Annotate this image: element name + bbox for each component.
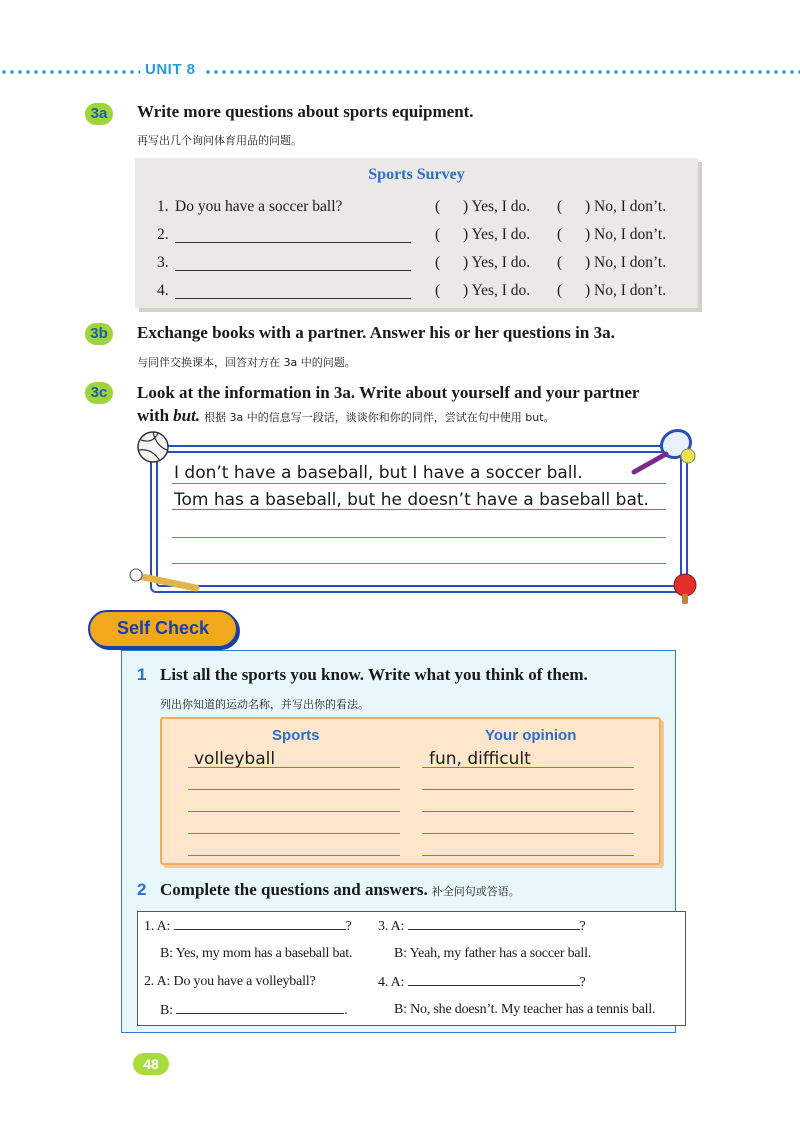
opinion-example: fun, difficult — [429, 749, 531, 769]
yes-option-label: ) Yes, I do. — [463, 198, 531, 215]
badge-3c: 3c — [85, 382, 113, 404]
question-3-label: 3. A: — [378, 919, 405, 934]
instruction-3c-cn: 根据 3a 中的信息写一段话，谈谈你和你的同伴，尝试在句中使用 but。 — [204, 411, 555, 424]
instruction-3c-line1: Look at the information in 3a. Write about yourself and your partner — [137, 383, 640, 402]
opinion-line[interactable] — [422, 833, 634, 834]
qa-box — [137, 911, 686, 1026]
instruction-3c-line2 — [137, 406, 555, 426]
sports-opinion-box — [160, 717, 661, 865]
column-header-sports: Sports — [272, 727, 320, 744]
sports-line[interactable] — [188, 855, 400, 856]
yes-option-label: ) Yes, I do. — [463, 282, 531, 299]
no-checkbox[interactable]: ( — [557, 198, 563, 215]
writing-line[interactable] — [172, 483, 666, 484]
writing-line[interactable] — [172, 537, 666, 538]
no-option-label: ) No, I don’t. — [585, 198, 667, 215]
writing-line[interactable] — [172, 509, 666, 510]
item-number: 2 — [137, 880, 147, 899]
instruction-3a-cn: 再写出几个询问体育用品的问题。 — [137, 134, 302, 147]
yes-option-label: ) Yes, I do. — [463, 226, 531, 243]
no-checkbox[interactable]: ( — [557, 282, 563, 299]
question-blank[interactable] — [175, 242, 411, 243]
sports-line[interactable] — [188, 789, 400, 790]
answer-4: B: No, she doesn’t. My teacher has a tennis ball. — [394, 1002, 656, 1017]
answer-blank[interactable] — [176, 1002, 344, 1014]
instruction-3b: Exchange books with a partner. Answer his or her questions in 3a. — [137, 323, 615, 342]
sports-line[interactable] — [188, 767, 400, 768]
yes-checkbox[interactable]: ( — [435, 226, 441, 243]
question-mark: ? — [579, 919, 586, 934]
opinion-line[interactable] — [422, 789, 634, 790]
question-blank[interactable] — [175, 298, 411, 299]
sports-survey-box — [135, 158, 698, 308]
no-checkbox[interactable]: ( — [557, 254, 563, 271]
opinion-line[interactable] — [422, 855, 634, 856]
instruction-3a: Write more questions about sports equipment. — [137, 102, 474, 121]
question-2: 2. A: Do you have a volleyball? — [144, 974, 316, 989]
self-check-instruction-1: List all the sports you know. Write what you think of them. — [160, 665, 588, 684]
period-mark: . — [344, 1003, 348, 1018]
page-number: 48 — [133, 1053, 169, 1075]
sports-line[interactable] — [188, 833, 400, 834]
self-check-instruction-2-en: Complete the questions and answers. — [160, 880, 428, 899]
row-number: 2. — [157, 226, 169, 243]
row-number: 4. — [157, 282, 169, 299]
question-mark: ? — [579, 975, 586, 990]
answer-blank[interactable] — [174, 918, 346, 930]
question-mark: ? — [345, 919, 352, 934]
ping-pong-paddle-icon — [670, 572, 700, 606]
question-1-label: 1. A: — [144, 919, 171, 934]
tennis-racket-icon — [626, 426, 702, 478]
self-check-instruction-2 — [160, 880, 520, 900]
self-check-instruction-1-cn: 列出你知道的运动名称，并写出你的看法。 — [160, 698, 369, 711]
answer-blank[interactable] — [408, 974, 580, 986]
self-check-instruction-2-cn: 补全问句或答语。 — [431, 885, 520, 898]
yes-option-label: ) Yes, I do. — [463, 254, 531, 271]
item-number: 1 — [137, 665, 147, 684]
opinion-line[interactable] — [422, 767, 634, 768]
row-number: 3. — [157, 254, 169, 271]
survey-title: Sports Survey — [368, 166, 465, 183]
unit-label: UNIT 8 — [145, 61, 196, 78]
yes-checkbox[interactable]: ( — [435, 198, 441, 215]
answer-2 — [160, 1002, 347, 1019]
opinion-line[interactable] — [422, 811, 634, 812]
answer-blank[interactable] — [408, 918, 580, 930]
baseball-bat-icon — [128, 566, 202, 594]
self-check-title: Self Check — [116, 618, 210, 638]
no-checkbox[interactable]: ( — [557, 226, 563, 243]
yes-checkbox[interactable]: ( — [435, 282, 441, 299]
self-check-badge — [88, 610, 238, 648]
volleyball-icon — [136, 430, 170, 464]
question-1 — [144, 918, 352, 935]
instruction-3c-with: with — [137, 406, 170, 425]
question-4 — [378, 974, 586, 991]
survey-question: Do you have a soccer ball? — [175, 198, 343, 215]
writing-box — [150, 445, 688, 593]
question-4-label: 4. A: — [378, 975, 405, 990]
header-dotted-rule-left — [0, 70, 140, 74]
row-number: 1. — [157, 198, 169, 215]
sample-sentence: I don’t have a baseball, but I have a soccer ball. — [174, 463, 583, 483]
no-option-label: ) No, I don’t. — [585, 226, 667, 243]
no-option-label: ) No, I don’t. — [585, 282, 667, 299]
sports-line[interactable] — [188, 811, 400, 812]
answer-1: B: Yes, my mom has a baseball bat. — [160, 946, 353, 961]
writing-line[interactable] — [172, 563, 666, 564]
badge-3b: 3b — [85, 323, 113, 345]
yes-checkbox[interactable]: ( — [435, 254, 441, 271]
column-header-opinion: Your opinion — [485, 727, 577, 744]
question-blank[interactable] — [175, 270, 411, 271]
writing-box-inner — [156, 451, 682, 587]
header-dotted-rule-right — [204, 70, 800, 74]
answer-3: B: Yeah, my father has a soccer ball. — [394, 946, 592, 961]
badge-3a: 3a — [85, 103, 113, 125]
no-option-label: ) No, I don’t. — [585, 254, 667, 271]
instruction-3c-but: but. — [173, 406, 201, 425]
sample-sentence: Tom has a baseball, but he doesn’t have a baseball bat. — [174, 490, 649, 510]
question-3 — [378, 918, 586, 935]
answer-2-label: B: — [160, 1003, 173, 1018]
sport-example: volleyball — [194, 749, 276, 769]
instruction-3b-cn: 与同伴交换课本，回答对方在 3a 中的问题。 — [137, 356, 356, 369]
